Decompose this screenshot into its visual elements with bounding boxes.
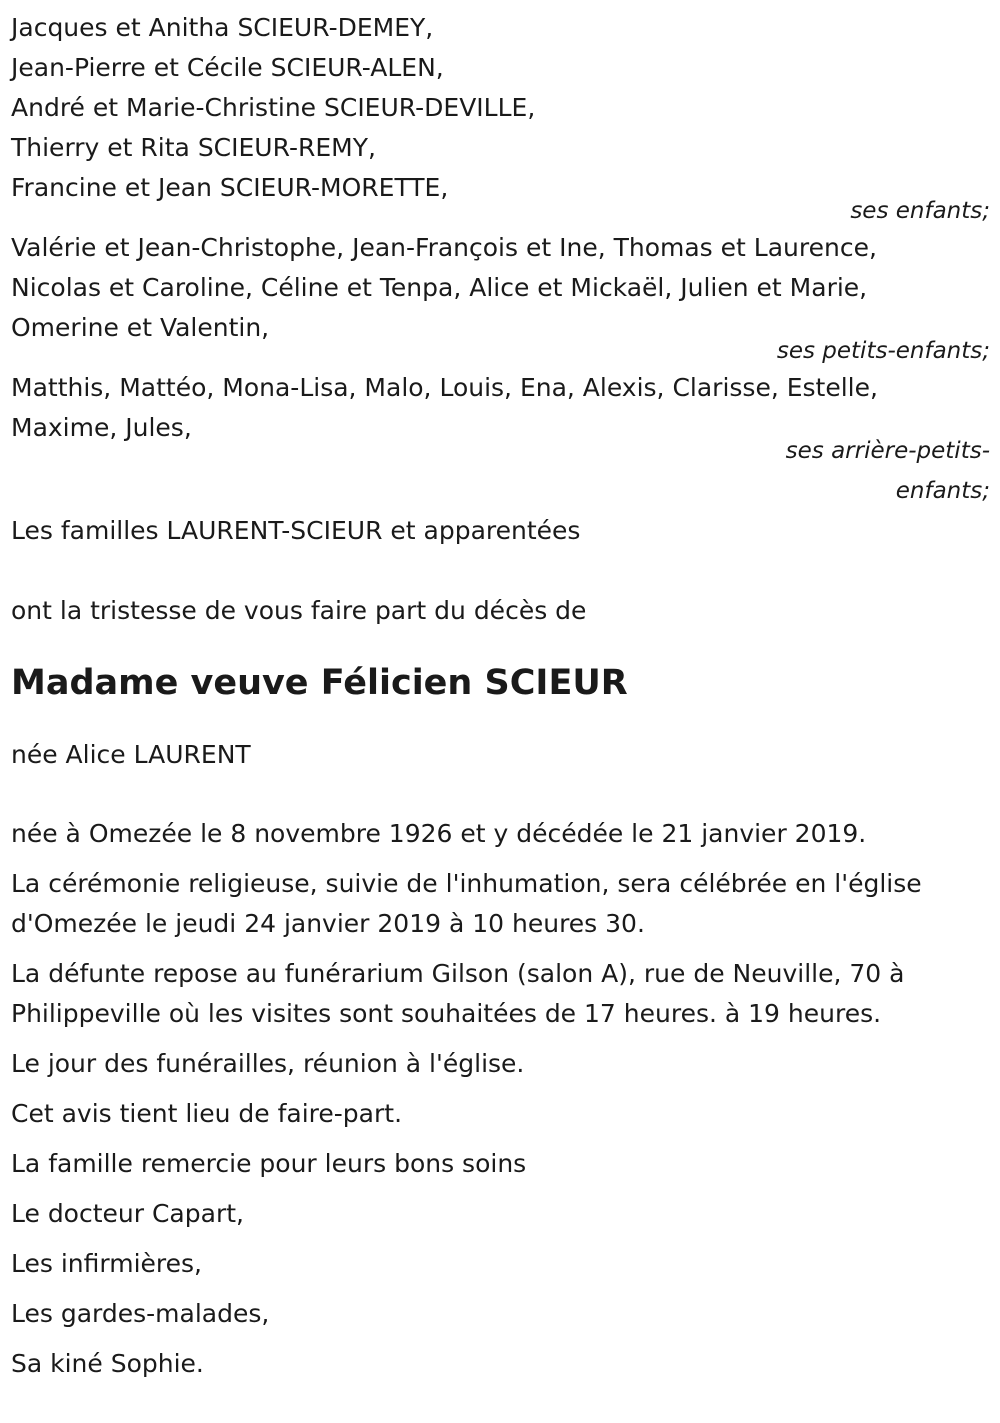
thanks-doctor: Le docteur Capart,	[11, 1199, 244, 1228]
funeral-home-paragraph: La défunte repose au funérarium Gilson (salon A), rue de Neuville, 70 à Philippeville où les visites sont souhaitées de 17 heures. à 19 heures.	[11, 959, 905, 1028]
children-section	[11, 8, 990, 231]
child-line: Jacques et Anitha SCIEUR-DEMEY,	[11, 13, 434, 42]
great-grandchildren-role-label-2: enfants;	[895, 478, 990, 504]
birth-death-line: née à Omezée le 8 novembre 1926 et y décédée le 21 janvier 2019.	[11, 819, 867, 848]
spacer	[11, 551, 990, 591]
announcement-line: ont la tristesse de vous faire part du décès de	[11, 596, 587, 625]
notice-line: Cet avis tient lieu de faire-part.	[11, 1099, 403, 1128]
details-section	[11, 814, 990, 1384]
child-line: Thierry et Rita SCIEUR-REMY,	[11, 133, 376, 162]
thanks-physio: Sa kiné Sophie.	[11, 1349, 204, 1378]
grandchild-line: Valérie et Jean-Christophe, Jean-François et Ine, Thomas et Laurence,	[11, 233, 877, 262]
grandchildren-role-label: ses petits-enfants;	[776, 338, 990, 364]
meeting-line: Le jour des funérailles, réunion à l'église.	[11, 1049, 525, 1078]
great-grandchildren-role-label-1: ses arrière-petits-	[785, 438, 990, 464]
thanks-nurses: Les infirmières,	[11, 1249, 202, 1278]
children-role-label: ses enfants;	[850, 198, 990, 224]
child-line: André et Marie-Christine SCIEUR-DEVILLE,	[11, 93, 536, 122]
great-grandchild-line: Maxime, Jules,	[11, 413, 192, 442]
grandchild-line: Nicolas et Caroline, Céline et Tenpa, Alice et Mickaël, Julien et Marie,	[11, 273, 868, 302]
families-line: Les familles LAURENT-SCIEUR et apparentées	[11, 516, 581, 545]
deceased-name: Madame veuve Félicien SCIEUR	[11, 663, 628, 703]
grandchild-line: Omerine et Valentin,	[11, 313, 270, 342]
child-line: Jean-Pierre et Cécile SCIEUR-ALEN,	[11, 53, 444, 82]
ceremony-paragraph: La cérémonie religieuse, suivie de l'inhumation, sera célébrée en l'église d'Omezée le jeudi 24 janvier 2019 à 10 heures 30.	[11, 869, 922, 938]
thanks-caregivers: Les gardes-malades,	[11, 1299, 270, 1328]
great-grandchildren-section	[11, 368, 990, 511]
child-line: Francine et Jean SCIEUR-MORETTE,	[11, 173, 449, 202]
great-grandchild-line: Matthis, Mattéo, Mona-Lisa, Malo, Louis, Ena, Alexis, Clarisse, Estelle,	[11, 373, 878, 402]
maiden-name: née Alice LAURENT	[11, 740, 251, 769]
thanks-line: La famille remercie pour leurs bons soins	[11, 1149, 527, 1178]
grandchildren-section	[11, 228, 990, 371]
